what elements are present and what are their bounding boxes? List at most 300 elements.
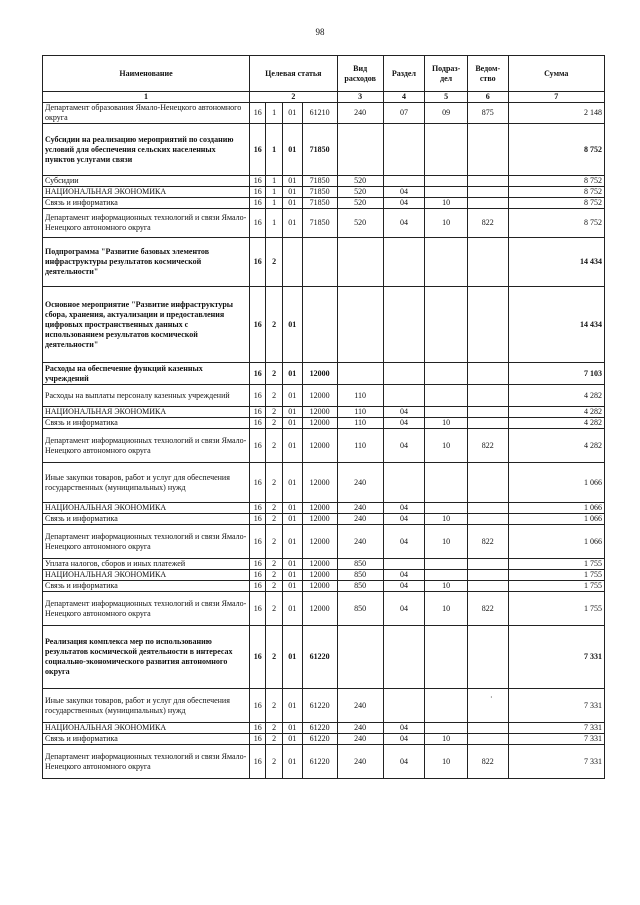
subsection-code — [425, 187, 468, 198]
amount-value: 4 282 — [508, 385, 604, 407]
program-code: 16 — [250, 503, 266, 514]
subprogram-code: 2 — [266, 559, 282, 570]
table-row — [43, 198, 605, 209]
department-code: 822 — [467, 209, 508, 238]
program-code: 16 — [250, 723, 266, 734]
subsection-code — [425, 407, 468, 418]
section-code: 04 — [383, 745, 425, 779]
event-code: 01 — [282, 124, 302, 176]
expense-type-code: 110 — [337, 429, 383, 463]
subsection-code: 10 — [425, 745, 468, 779]
department-code — [467, 124, 508, 176]
program-code: 16 — [250, 385, 266, 407]
direction-code: 61220 — [302, 689, 337, 723]
program-code: 16 — [250, 407, 266, 418]
subsection-code — [425, 626, 468, 689]
section-code — [383, 626, 425, 689]
table-row — [43, 176, 605, 187]
row-name: Департамент информационных технологий и связи Ямало-Ненецкого автономного округа — [43, 592, 250, 626]
table-row — [43, 503, 605, 514]
subprogram-code: 2 — [266, 570, 282, 581]
event-code: 01 — [282, 503, 302, 514]
row-name: Связь и информатика — [43, 514, 250, 525]
header-amount: Сумма — [508, 56, 604, 92]
row-name: Основное мероприятие "Развитие инфраструктуры сбора, хранения, актуализации и предоставления цифровых пространственных данных с использованием результатов космической деятельности" — [43, 287, 250, 363]
direction-code: 71850 — [302, 124, 337, 176]
table-row — [43, 209, 605, 238]
expense-type-code — [337, 124, 383, 176]
header-name: Наименование — [43, 56, 250, 92]
direction-code: 12000 — [302, 418, 337, 429]
subsection-code — [425, 124, 468, 176]
row-name: Связь и информатика — [43, 418, 250, 429]
department-code: 822 — [467, 745, 508, 779]
amount-value: 7 331 — [508, 734, 604, 745]
program-code: 16 — [250, 745, 266, 779]
section-code: 04 — [383, 514, 425, 525]
event-code: 01 — [282, 514, 302, 525]
department-code — [467, 463, 508, 503]
row-name: НАЦИОНАЛЬНАЯ ЭКОНОМИКА — [43, 570, 250, 581]
table-row — [43, 429, 605, 463]
table-row — [43, 626, 605, 689]
program-code: 16 — [250, 429, 266, 463]
table-row — [43, 581, 605, 592]
event-code: 01 — [282, 287, 302, 363]
expense-type-code — [337, 363, 383, 385]
event-code: 01 — [282, 570, 302, 581]
amount-value: 1 755 — [508, 581, 604, 592]
program-code: 16 — [250, 209, 266, 238]
program-code: 16 — [250, 570, 266, 581]
event-code: 01 — [282, 407, 302, 418]
table-row — [43, 385, 605, 407]
subsection-code — [425, 559, 468, 570]
row-name: Департамент информационных технологий и связи Ямало-Ненецкого автономного округа — [43, 745, 250, 779]
amount-value: 4 282 — [508, 418, 604, 429]
amount-value: 4 282 — [508, 407, 604, 418]
subsection-code: 10 — [425, 418, 468, 429]
direction-code: 12000 — [302, 514, 337, 525]
expense-type-code: 240 — [337, 525, 383, 559]
subprogram-code: 2 — [266, 463, 282, 503]
event-code: 01 — [282, 463, 302, 503]
header-row — [43, 56, 605, 92]
section-code — [383, 287, 425, 363]
expense-type-code: 240 — [337, 503, 383, 514]
subprogram-code: 2 — [266, 723, 282, 734]
subprogram-code: 2 — [266, 418, 282, 429]
subprogram-code: 2 — [266, 385, 282, 407]
section-code — [383, 689, 425, 723]
row-name: Связь и информатика — [43, 581, 250, 592]
amount-value: 1 755 — [508, 592, 604, 626]
department-code — [467, 187, 508, 198]
amount-value: 8 752 — [508, 209, 604, 238]
direction-code: 12000 — [302, 429, 337, 463]
section-code: 04 — [383, 187, 425, 198]
subsection-code: 10 — [425, 514, 468, 525]
event-code: 01 — [282, 559, 302, 570]
event-code: 01 — [282, 525, 302, 559]
expense-type-code — [337, 287, 383, 363]
subprogram-code: 2 — [266, 734, 282, 745]
department-code — [467, 176, 508, 187]
header-subsection: Подраз-дел — [425, 56, 468, 92]
event-code: 01 — [282, 745, 302, 779]
col-number: 3 — [337, 92, 383, 103]
row-name: Расходы на выплаты персоналу казенных учреждений — [43, 385, 250, 407]
section-code: 04 — [383, 407, 425, 418]
department-code: 822 — [467, 592, 508, 626]
expense-type-code: 520 — [337, 176, 383, 187]
direction-code: 71850 — [302, 209, 337, 238]
subprogram-code: 2 — [266, 626, 282, 689]
direction-code — [302, 238, 337, 287]
row-name: Департамент информационных технологий и связи Ямало-Ненецкого автономного округа — [43, 209, 250, 238]
event-code: 01 — [282, 592, 302, 626]
amount-value: 4 282 — [508, 429, 604, 463]
amount-value: 7 331 — [508, 689, 604, 723]
program-code: 16 — [250, 689, 266, 723]
subsection-code — [425, 363, 468, 385]
subprogram-code: 2 — [266, 238, 282, 287]
department-code — [467, 723, 508, 734]
amount-value: 2 148 — [508, 103, 604, 124]
program-code: 16 — [250, 187, 266, 198]
expense-type-code — [337, 626, 383, 689]
program-code: 16 — [250, 514, 266, 525]
expense-type-code: 850 — [337, 559, 383, 570]
table-row — [43, 407, 605, 418]
department-code — [467, 734, 508, 745]
subsection-code: 10 — [425, 209, 468, 238]
amount-value: 8 752 — [508, 198, 604, 209]
direction-code: 71850 — [302, 176, 337, 187]
table-row — [43, 363, 605, 385]
expense-type-code: 850 — [337, 581, 383, 592]
event-code: 01 — [282, 103, 302, 124]
amount-value: 1 066 — [508, 503, 604, 514]
program-code: 16 — [250, 124, 266, 176]
subsection-code: 10 — [425, 581, 468, 592]
expense-type-code: 240 — [337, 463, 383, 503]
subsection-code — [425, 385, 468, 407]
col-number: 5 — [425, 92, 468, 103]
expense-type-code: 240 — [337, 514, 383, 525]
amount-value: 7 331 — [508, 626, 604, 689]
col-number: 6 — [467, 92, 508, 103]
subsection-code — [425, 689, 468, 723]
section-code: 04 — [383, 418, 425, 429]
expense-type-code — [337, 238, 383, 287]
table-row — [43, 418, 605, 429]
subprogram-code: 2 — [266, 503, 282, 514]
table-row — [43, 745, 605, 779]
section-code — [383, 559, 425, 570]
row-name: Связь и информатика — [43, 734, 250, 745]
event-code: 01 — [282, 429, 302, 463]
department-code — [467, 689, 508, 723]
table-row — [43, 559, 605, 570]
section-code: 04 — [383, 570, 425, 581]
subprogram-code: 2 — [266, 287, 282, 363]
department-code: 875 — [467, 103, 508, 124]
amount-value: 1 755 — [508, 570, 604, 581]
subsection-code: 10 — [425, 592, 468, 626]
row-name: Расходы на обеспечение функций казенных учреждений — [43, 363, 250, 385]
subsection-code: 10 — [425, 734, 468, 745]
table-row — [43, 723, 605, 734]
table-body — [43, 103, 605, 779]
table-row — [43, 238, 605, 287]
subprogram-code: 1 — [266, 209, 282, 238]
expense-type-code: 240 — [337, 103, 383, 124]
program-code: 16 — [250, 626, 266, 689]
direction-code: 12000 — [302, 581, 337, 592]
direction-code: 71850 — [302, 187, 337, 198]
direction-code: 12000 — [302, 592, 337, 626]
amount-value: 1 066 — [508, 463, 604, 503]
section-code — [383, 363, 425, 385]
direction-code: 61220 — [302, 723, 337, 734]
subsection-code: 10 — [425, 429, 468, 463]
expense-type-code: 110 — [337, 385, 383, 407]
row-name: Субсидии на реализацию мероприятий по созданию условий для обеспечения сельских населенных пунктов услугами связи — [43, 124, 250, 176]
event-code: 01 — [282, 581, 302, 592]
department-code — [467, 198, 508, 209]
amount-value: 8 752 — [508, 124, 604, 176]
expense-type-code: 520 — [337, 198, 383, 209]
row-name: Иные закупки товаров, работ и услуг для обеспечения государственных (муниципальных) нужд — [43, 689, 250, 723]
expense-type-code: 520 — [337, 187, 383, 198]
program-code: 16 — [250, 418, 266, 429]
department-code — [467, 407, 508, 418]
row-name: Подпрограмма "Развитие базовых элементов инфраструктуры результатов космической деятельности" — [43, 238, 250, 287]
section-code: 04 — [383, 429, 425, 463]
subsection-code: 09 — [425, 103, 468, 124]
header-department: Ведом-ство — [467, 56, 508, 92]
col-number: 4 — [383, 92, 425, 103]
direction-code: 12000 — [302, 385, 337, 407]
direction-code: 12000 — [302, 407, 337, 418]
subsection-code — [425, 503, 468, 514]
program-code: 16 — [250, 559, 266, 570]
program-code: 16 — [250, 176, 266, 187]
table-row — [43, 734, 605, 745]
event-code: 01 — [282, 198, 302, 209]
col-number: 1 — [43, 92, 250, 103]
amount-value: 8 752 — [508, 176, 604, 187]
expense-type-code: 240 — [337, 734, 383, 745]
event-code: 01 — [282, 385, 302, 407]
row-name: НАЦИОНАЛЬНАЯ ЭКОНОМИКА — [43, 187, 250, 198]
department-code — [467, 418, 508, 429]
expense-type-code: 240 — [337, 689, 383, 723]
table-row — [43, 592, 605, 626]
section-code: 04 — [383, 198, 425, 209]
direction-code: 12000 — [302, 503, 337, 514]
row-name: Уплата налогов, сборов и иных платежей — [43, 559, 250, 570]
scan-mark: · — [490, 693, 493, 702]
event-code: 01 — [282, 187, 302, 198]
subsection-code — [425, 238, 468, 287]
program-code: 16 — [250, 238, 266, 287]
direction-code: 12000 — [302, 525, 337, 559]
expense-type-code: 850 — [337, 592, 383, 626]
subsection-code — [425, 176, 468, 187]
subprogram-code: 2 — [266, 689, 282, 723]
event-code: 01 — [282, 363, 302, 385]
table-row — [43, 124, 605, 176]
row-name: Департамент информационных технологий и связи Ямало-Ненецкого автономного округа — [43, 429, 250, 463]
table-row — [43, 570, 605, 581]
direction-code: 61220 — [302, 745, 337, 779]
subsection-code — [425, 463, 468, 503]
row-name: НАЦИОНАЛЬНАЯ ЭКОНОМИКА — [43, 407, 250, 418]
subprogram-code: 2 — [266, 745, 282, 779]
col-number: 7 — [508, 92, 604, 103]
table-row — [43, 689, 605, 723]
event-code: 01 — [282, 209, 302, 238]
department-code — [467, 514, 508, 525]
program-code: 16 — [250, 581, 266, 592]
expense-type-code: 520 — [337, 209, 383, 238]
subprogram-code: 2 — [266, 363, 282, 385]
program-code: 16 — [250, 198, 266, 209]
subprogram-code: 1 — [266, 176, 282, 187]
department-code — [467, 570, 508, 581]
col-number: 2 — [250, 92, 338, 103]
section-code: 04 — [383, 503, 425, 514]
amount-value: 1 066 — [508, 514, 604, 525]
event-code: 01 — [282, 723, 302, 734]
page-number: 98 — [315, 27, 325, 37]
section-code: 04 — [383, 734, 425, 745]
section-code — [383, 463, 425, 503]
section-code: 04 — [383, 723, 425, 734]
department-code — [467, 503, 508, 514]
expense-type-code: 110 — [337, 407, 383, 418]
department-code — [467, 626, 508, 689]
subprogram-code: 1 — [266, 103, 282, 124]
subprogram-code: 1 — [266, 198, 282, 209]
column-number-row — [43, 92, 605, 103]
row-name: НАЦИОНАЛЬНАЯ ЭКОНОМИКА — [43, 723, 250, 734]
section-code — [383, 124, 425, 176]
subprogram-code: 2 — [266, 407, 282, 418]
department-code — [467, 238, 508, 287]
expense-type-code: 850 — [337, 570, 383, 581]
row-name: Связь и информатика — [43, 198, 250, 209]
event-code: 01 — [282, 418, 302, 429]
section-code — [383, 385, 425, 407]
row-name: Субсидии — [43, 176, 250, 187]
subprogram-code: 2 — [266, 429, 282, 463]
amount-value: 7 331 — [508, 745, 604, 779]
expense-type-code: 240 — [337, 745, 383, 779]
expense-type-code: 240 — [337, 723, 383, 734]
row-name: Департамент образования Ямало-Ненецкого автономного округа — [43, 103, 250, 124]
direction-code: 61220 — [302, 626, 337, 689]
department-code: 822 — [467, 429, 508, 463]
program-code: 16 — [250, 525, 266, 559]
department-code — [467, 363, 508, 385]
subprogram-code: 2 — [266, 514, 282, 525]
subsection-code: 10 — [425, 525, 468, 559]
table-row — [43, 525, 605, 559]
program-code: 16 — [250, 734, 266, 745]
subsection-code — [425, 287, 468, 363]
direction-code: 12000 — [302, 570, 337, 581]
header-expense-type: Вид расходов — [337, 56, 383, 92]
subprogram-code: 2 — [266, 592, 282, 626]
subprogram-code: 1 — [266, 187, 282, 198]
direction-code: 12000 — [302, 363, 337, 385]
program-code: 16 — [250, 463, 266, 503]
table-row — [43, 287, 605, 363]
department-code — [467, 385, 508, 407]
direction-code: 61220 — [302, 734, 337, 745]
direction-code: 71850 — [302, 198, 337, 209]
table-row — [43, 103, 605, 124]
amount-value: 7 331 — [508, 723, 604, 734]
department-code — [467, 559, 508, 570]
event-code: 01 — [282, 176, 302, 187]
expense-type-code: 110 — [337, 418, 383, 429]
section-code: 07 — [383, 103, 425, 124]
subsection-code — [425, 570, 468, 581]
direction-code: 61210 — [302, 103, 337, 124]
amount-value: 7 103 — [508, 363, 604, 385]
department-code — [467, 287, 508, 363]
program-code: 16 — [250, 363, 266, 385]
direction-code: 12000 — [302, 559, 337, 570]
subprogram-code: 2 — [266, 525, 282, 559]
event-code: 01 — [282, 626, 302, 689]
program-code: 16 — [250, 287, 266, 363]
subsection-code — [425, 723, 468, 734]
table-row — [43, 514, 605, 525]
subprogram-code: 1 — [266, 124, 282, 176]
table-row — [43, 187, 605, 198]
amount-value: 14 434 — [508, 287, 604, 363]
header-target-article: Целевая статья — [250, 56, 338, 92]
amount-value: 14 434 — [508, 238, 604, 287]
budget-table — [42, 55, 605, 779]
subsection-code: 10 — [425, 198, 468, 209]
event-code: 01 — [282, 734, 302, 745]
row-name: Департамент информационных технологий и связи Ямало-Ненецкого автономного округа — [43, 525, 250, 559]
subprogram-code: 2 — [266, 581, 282, 592]
section-code: 04 — [383, 525, 425, 559]
department-code — [467, 581, 508, 592]
row-name: НАЦИОНАЛЬНАЯ ЭКОНОМИКА — [43, 503, 250, 514]
amount-value: 8 752 — [508, 187, 604, 198]
section-code — [383, 238, 425, 287]
section-code: 04 — [383, 581, 425, 592]
section-code — [383, 176, 425, 187]
program-code: 16 — [250, 103, 266, 124]
department-code: 822 — [467, 525, 508, 559]
amount-value: 1 755 — [508, 559, 604, 570]
event-code — [282, 238, 302, 287]
row-name: Реализация комплекса мер по использованию результатов космической деятельности в интересах социально-экономического развития автономного округа — [43, 626, 250, 689]
section-code: 04 — [383, 209, 425, 238]
direction-code: 12000 — [302, 463, 337, 503]
row-name: Иные закупки товаров, работ и услуг для обеспечения государственных (муниципальных) нужд — [43, 463, 250, 503]
direction-code — [302, 287, 337, 363]
